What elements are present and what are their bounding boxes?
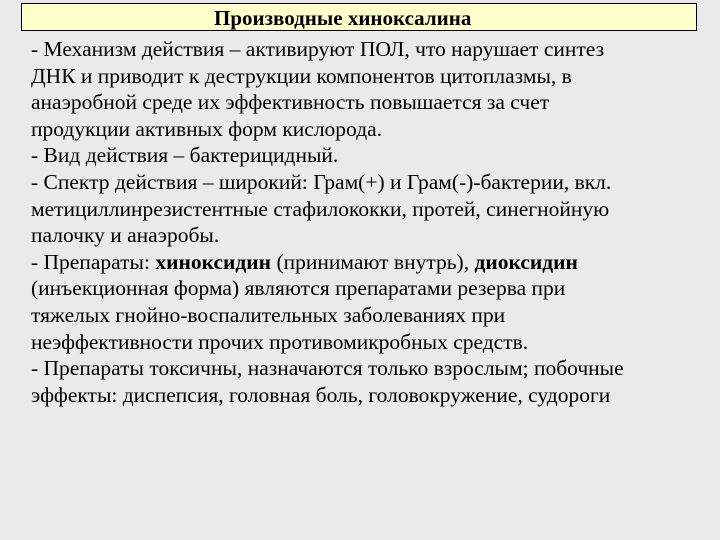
body-line-10: (инъекционная форма) являются препаратами резерва при	[31, 276, 566, 301]
body-line-5: - Вид действия – бактерицидный.	[31, 143, 339, 168]
body-line-4: продукции активных форм кислорода.	[31, 116, 383, 141]
body-line-3: анаэробной среде их эффективность повышается за счет	[31, 90, 550, 115]
body-line-12: неэффективности прочих противомикробных средств.	[31, 329, 529, 354]
body-line-8: палочку и анаэробы.	[31, 223, 220, 248]
title-banner	[21, 3, 697, 31]
body-line-14: эффекты: диспепсия, головная боль, головокружение, судороги	[31, 382, 611, 407]
slide-body	[31, 36, 711, 408]
body-line-13: - Препараты токсичны, назначаются только взрослым; побочные	[31, 356, 624, 381]
drug-hinoksidin: хиноксидин	[155, 249, 272, 274]
body-line-2: ДНК и приводит к деструкции компонентов цитоплазмы, в	[31, 63, 572, 88]
drugs-line	[31, 249, 711, 276]
body-line-11: тяжелых гнойно-воспалительных заболеваниях при	[31, 302, 506, 327]
body-line-7: метициллинрезистентные стафилококки, протей, синегнойную	[31, 196, 610, 221]
drugs-prefix: - Препараты:	[31, 249, 156, 274]
body-line-6: - Спектр действия – широкий: Грам(+) и Грам(-)-бактерии, вкл.	[31, 169, 612, 194]
drug-dioksidin: диоксидин	[474, 249, 578, 274]
drugs-mid: (принимают внутрь),	[271, 249, 475, 274]
slide-title: Производные хиноксалина	[214, 6, 472, 30]
body-line-1: - Механизм действия – активируют ПОЛ, что нарушает синтез	[31, 37, 605, 61]
